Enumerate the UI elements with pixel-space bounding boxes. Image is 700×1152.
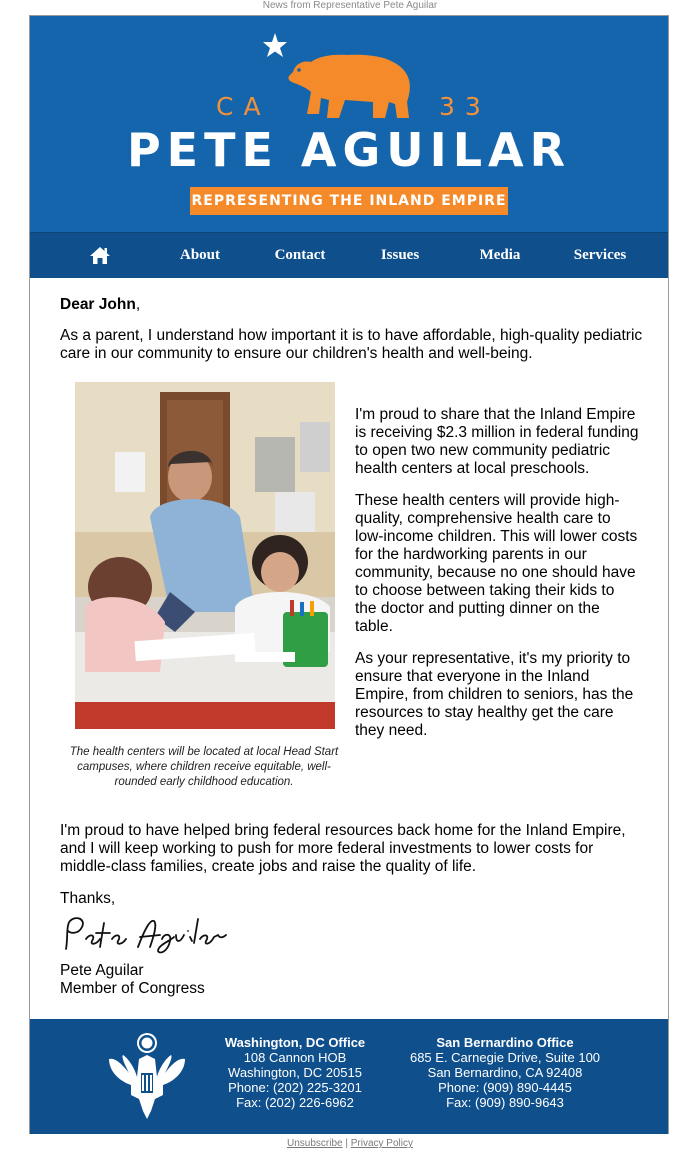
representative-name: PETE AGUILAR bbox=[126, 123, 572, 177]
signature-image bbox=[60, 911, 230, 959]
salutation-name: Dear John bbox=[60, 296, 136, 313]
side-paragraph: These health centers will provide high-quality, comprehensive health care to low-income children. This will lower costs for the hardworking parents in our community, because no one should have to choose between taking their kids to the doctor and putting dinner on the table. bbox=[355, 492, 638, 635]
side-paragraph: As your representative, it's my priority to ensure that everyone in the Inland Empire, from children to seniors, has the resources to stay healthy get the care they need. bbox=[355, 650, 634, 739]
salutation-punct: , bbox=[135, 296, 141, 313]
state-label: CA bbox=[216, 92, 271, 121]
intro-paragraph: As a parent, I understand how important it is to have affordable, high-quality pediatric care in our community to ensure our children's health and well-being. bbox=[60, 327, 643, 362]
home-icon[interactable] bbox=[89, 246, 111, 265]
congressional-seal-icon bbox=[105, 1029, 189, 1121]
photo-caption: The health centers will be located at local Head Start campuses, where children receive equitable, well-rounded early childhood education. bbox=[69, 746, 339, 788]
link-separator: | bbox=[345, 1138, 348, 1149]
sb-office-title: San Bernardino Office bbox=[436, 1035, 574, 1050]
bear-icon bbox=[285, 52, 415, 122]
bottom-links bbox=[0, 1138, 700, 1149]
dc-office-address-line1: 108 Cannon HOB bbox=[243, 1050, 347, 1065]
closing-paragraph: I'm proud to have helped bring federal resources back home for the Inland Empire, and I will keep working to push for more federal investments to lower costs for middle-class families, create jobs and raise the quality of life. bbox=[60, 822, 626, 875]
tagline-ribbon: REPRESENTING THE INLAND EMPIRE bbox=[190, 187, 508, 215]
signoff-title: Member of Congress bbox=[60, 980, 205, 997]
classroom-photo-illustration bbox=[75, 382, 335, 729]
article-photo bbox=[75, 382, 335, 729]
side-paragraph: I'm proud to share that the Inland Empire is receiving $2.3 million in federal funding to open two new community pediatric health centers at local preschools. bbox=[355, 406, 639, 477]
sb-office-fax: Fax: (909) 890-9643 bbox=[446, 1095, 564, 1110]
nav-media[interactable]: Media bbox=[479, 247, 521, 263]
thanks-line: Thanks, bbox=[60, 890, 116, 907]
nav-issues[interactable]: Issues bbox=[380, 247, 420, 263]
district-label: 33 bbox=[439, 92, 491, 121]
side-column bbox=[355, 406, 640, 754]
dc-office-fax: Fax: (202) 226-6962 bbox=[236, 1095, 354, 1110]
unsubscribe-link[interactable]: Unsubscribe bbox=[286, 1138, 343, 1149]
preheader-text: News from Representative Pete Aguilar bbox=[262, 0, 438, 11]
signoff-name: Pete Aguilar bbox=[60, 962, 144, 979]
dc-office-phone: Phone: (202) 225-3201 bbox=[228, 1080, 362, 1095]
dc-office bbox=[210, 1035, 380, 1110]
nav-bar bbox=[30, 232, 668, 278]
nav-about[interactable]: About bbox=[179, 247, 220, 263]
nav-contact[interactable]: Contact bbox=[274, 247, 326, 263]
nav-home[interactable] bbox=[50, 233, 150, 278]
sb-office-address-line2: San Bernardino, CA 92408 bbox=[427, 1065, 583, 1080]
salutation bbox=[60, 296, 140, 314]
email-container bbox=[29, 15, 669, 1134]
footer bbox=[30, 1019, 668, 1134]
sb-office-address-line1: 685 E. Carnegie Drive, Suite 100 bbox=[409, 1050, 601, 1065]
sb-office bbox=[400, 1035, 610, 1110]
dc-office-title: Washington, DC Office bbox=[224, 1035, 366, 1050]
privacy-policy-link[interactable]: Privacy Policy bbox=[350, 1138, 413, 1149]
header-banner bbox=[30, 16, 668, 233]
dc-office-address-line2: Washington, DC 20515 bbox=[228, 1065, 362, 1080]
nav-services[interactable]: Services bbox=[573, 247, 627, 263]
sb-office-phone: Phone: (909) 890-4445 bbox=[438, 1080, 572, 1095]
